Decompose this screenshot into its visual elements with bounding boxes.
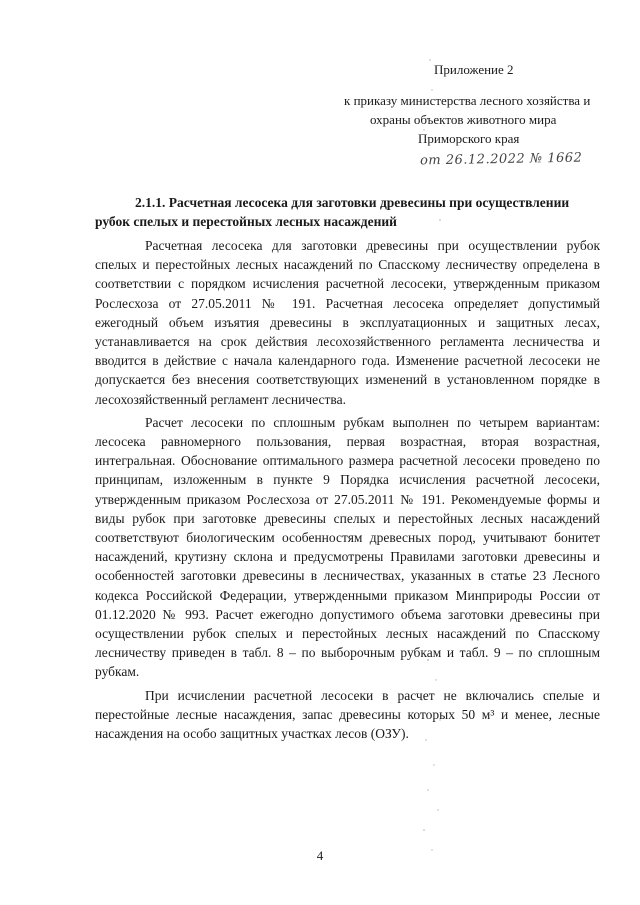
paragraph: При исчислении расчетной лесосеки в расчет не включались спелые и перестойные лесные насаждения, запас древесины которых 50 м³ и менее, лесные насаждения на особо защитных участках лесов (ОЗУ). xyxy=(95,687,600,742)
appendix-order-line-2: охраны объектов животного мира xyxy=(370,112,557,127)
appendix-title: Приложение 2 xyxy=(434,62,514,77)
handwritten-order-date: от 26.12.2022 № 1662 xyxy=(419,150,583,169)
appendix-order-line-1: к приказу министерства лесного хозяйства и xyxy=(344,93,591,108)
section-heading xyxy=(95,193,600,231)
appendix-header xyxy=(344,60,620,148)
page-number: 4 xyxy=(316,848,324,863)
appendix-order-line-3: Приморского края xyxy=(418,131,520,146)
section-number: 2.1.1. xyxy=(135,195,166,210)
section-title: Расчетная лесосека для заготовки древесины при осуществлении рубок спелых и перестойных лесных насаждений xyxy=(95,195,570,229)
paragraph: Расчетная лесосека для заготовки древесины при осуществлении рубок спелых и перестойных лесных насаждений по Спасскому лесничеству определена в соответствии с порядком исчисления расчетной лесосеки, утвержденным приказом Рослесхоза от 27.05.2011 № 191. Расчетная лесосека определяет допустимый ежегодный объем изъятия древесины в эксплуатационных и защитных лесах, устанавливается на срок действия лесохозяйственного регламента лесничества и вводится в действие с начала календарного года. Изменение расчетной лесосеки не допускается без внесения соответствующих изменений в установленном порядке в лесохозяйственный регламент лесничества. xyxy=(95,238,600,407)
document-body xyxy=(95,236,600,747)
paragraph: Расчет лесосеки по сплошным рубкам выполнен по четырем вариантам: лесосека равномерного пользования, первая возрастная, вторая возрастная, интегральная. Обоснование оптимального размера расчетной лесосеки проведено по принципам, изложенным в пункте 9 Порядка исчисления расчетной лесосеки, утвержденным приказом Рослесхоза от 27.05.2011 № 191. Рекомендуемые формы и виды рубок при заготовке древесины спелых и перестойных лесных насаждений соответствуют биологическим особенностям древесных пород, учитывают бонитет насаждений, крутизну склона и предусмотрены Правилами заготовки древесины и особенностей заготовки древесины в лесничествах, указанных в статье 23 Лесного кодекса Российской Федерации, утвержденными приказом Минприроды России от 01.12.2020 № 993. Расчет ежегодно допустимого объема заготовки древесины при осуществлении рубок спелых и перестойных лесных насаждений по Спасскому лесничеству приведен в табл. 8 – по выборочным рубкам и табл. 9 – по сплошным рубкам. xyxy=(95,414,600,680)
